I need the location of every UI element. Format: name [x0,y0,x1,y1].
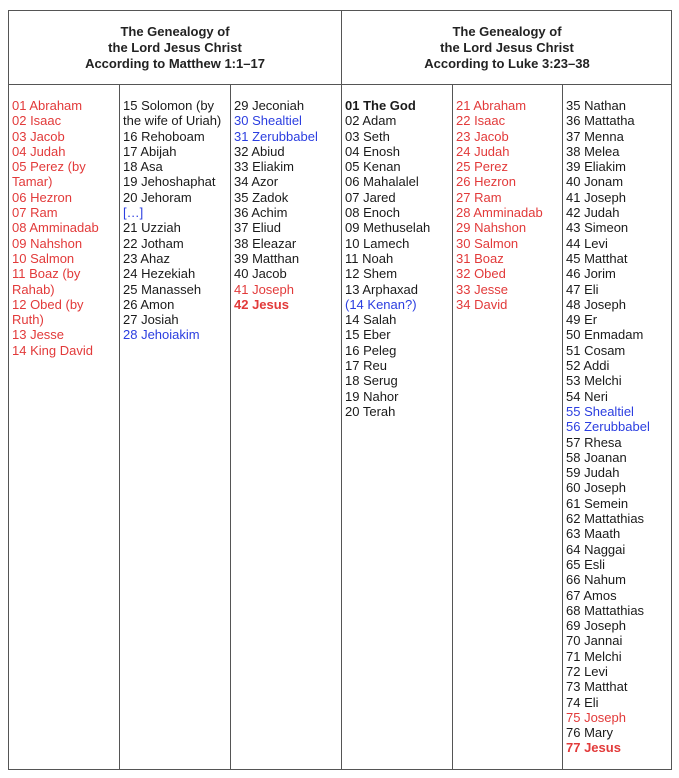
luke-header-line-3: According to Luke 3:23–38 [424,55,590,71]
genealogy-entry: 26 Hezron [456,174,516,190]
matthew-col-divider-2 [230,84,231,769]
genealogy-entry: 08 Enoch [345,205,400,221]
genealogy-entry: 09 Nahshon [12,235,83,251]
genealogy-entry: 02 Adam [345,113,397,129]
genealogy-entry: 11 Noah [345,250,394,266]
genealogy-entry: (14 Kenan?) [345,296,417,312]
genealogy-entry: 70 Jannai [566,633,623,649]
genealogy-entry: 03 Jacob [12,128,65,144]
genealogy-entry: 65 Esli [566,556,606,572]
genealogy-entry: 39 Eliakim [566,159,626,175]
luke-column-1 [345,98,451,419]
genealogy-entry: 44 Levi [566,235,608,251]
genealogy-entry: 42 Jesus [234,296,289,312]
genealogy-entry: 17 Abijah [123,143,177,159]
luke-header-line-1: The Genealogy of [452,23,562,39]
header-divider [9,84,671,85]
genealogy-entry: 19 Nahor [345,388,399,404]
genealogy-entry: 09 Methuselah [345,220,431,236]
genealogy-entry: 45 Matthat [566,250,628,266]
genealogy-entry: 74 Eli [566,694,599,710]
genealogy-entry: 35 Zadok [234,189,289,205]
genealogy-entry: 33 Eliakim [234,159,294,175]
luke-col-divider-1 [452,84,453,769]
genealogy-entry: 27 Ram [456,189,502,205]
genealogy-entry: 04 Judah [12,143,66,159]
genealogy-entry: 22 Jotham [123,235,184,251]
genealogy-entry: 06 Hezron [12,189,72,205]
genealogy-entry: 21 Uzziah [123,220,181,236]
genealogy-entry: 40 Jacob [234,266,287,282]
genealogy-entry: 13 Arphaxad [345,281,419,297]
genealogy-entry: 06 Mahalalel [345,174,419,190]
genealogy-entry: 29 Nahshon [456,220,527,236]
genealogy-entry: 28 Jehoiakim [123,327,200,343]
genealogy-entry: 14 King David [12,342,93,358]
genealogy-entry: 18 Asa [123,159,163,175]
genealogy-entry: 34 Azor [234,174,279,190]
luke-header-line-2: the Lord Jesus Christ [440,39,574,55]
matthew-column-3 [234,98,340,312]
genealogy-entry: 68 Mattathias [566,602,645,618]
luke-column-3 [566,98,672,756]
genealogy-entry: 07 Jared [345,189,396,205]
genealogy-entry: 12 Obed (by Ruth) [12,296,84,328]
genealogy-entry: 27 Josiah [123,312,179,328]
matthew-column-1 [12,98,118,358]
genealogy-entry: 75 Joseph [566,709,626,725]
genealogy-entry: 53 Melchi [566,373,622,389]
genealogy-entry: 46 Jorim [566,266,616,282]
matthew-header-line-1: The Genealogy of [120,23,230,39]
matthew-column-2 [123,98,229,343]
genealogy-entry: 34 David [456,296,508,312]
genealogy-entry: 35 Nathan [566,98,626,113]
genealogy-entry: 03 Seth [345,128,390,144]
genealogy-entry: 08 Amminadab [12,220,99,236]
genealogy-entry: 38 Eleazar [234,235,297,251]
genealogy-entry: 49 Er [566,312,598,328]
genealogy-entry: […] [123,205,144,221]
genealogy-entry: 26 Amon [123,296,175,312]
genealogy-entry: 17 Reu [345,358,387,374]
genealogy-entry: 18 Serug [345,373,398,389]
genealogy-entry: 50 Enmadam [566,327,644,343]
genealogy-entry: 67 Amos [566,587,617,603]
genealogy-entry: 60 Joseph [566,480,626,496]
genealogy-entry: 11 Boaz (by Rahab) [12,266,81,297]
genealogy-entry: 40 Jonam [566,174,624,190]
genealogy-entry: 25 Manasseh [123,281,202,297]
genealogy-entry: 04 Enosh [345,143,400,159]
genealogy-entry: 15 Solomon (by the wife of Uriah) [123,98,222,129]
genealogy-entry: 51 Cosam [566,342,626,358]
genealogy-entry: 19 Jehoshaphat [123,174,216,190]
genealogy-entry: 31 Zerubbabel [234,128,318,144]
genealogy-entry: 36 Achim [234,205,288,221]
matthew-header-line-3: According to Matthew 1:1–17 [85,55,265,71]
genealogy-entry: 24 Hezekiah [123,266,196,282]
genealogy-entry: 41 Joseph [566,189,626,205]
genealogy-entry: 72 Levi [566,663,608,679]
genealogy-entry: 42 Judah [566,205,620,221]
genealogy-entry: 56 Zerubbabel [566,419,650,435]
genealogy-entry: 10 Lamech [345,235,410,251]
genealogy-entry: 05 Kenan [345,159,401,175]
genealogy-entry: 55 Shealtiel [566,403,634,419]
genealogy-entry: 21 Abraham [456,98,527,113]
genealogy-entry: 10 Salmon [12,250,75,266]
genealogy-entry: 37 Eliud [234,220,281,236]
genealogy-entry: 66 Nahum [566,572,626,588]
genealogy-entry: 61 Semein [566,495,629,511]
genealogy-entry: 15 Eber [345,327,391,343]
genealogy-entry: 24 Judah [456,143,510,159]
genealogy-entry: 59 Judah [566,465,620,481]
genealogy-entry: 01 The God [345,98,416,113]
luke-col-divider-2 [562,84,563,769]
genealogy-entry: 38 Melea [566,143,620,159]
gospel-divider [341,11,342,769]
matthew-header [9,11,341,84]
genealogy-entry: 76 Mary [566,725,613,741]
genealogy-entry: 32 Obed [456,266,506,282]
genealogy-entry: 02 Isaac [12,113,62,129]
genealogy-entry: 14 Salah [345,312,397,328]
genealogy-entry: 71 Melchi [566,648,622,664]
matthew-col-divider-1 [119,84,120,769]
luke-column-2 [456,98,561,312]
genealogy-table [8,10,672,770]
genealogy-entry: 39 Matthan [234,250,300,266]
genealogy-entry: 54 Neri [566,388,608,404]
genealogy-entry: 25 Perez [456,159,509,175]
genealogy-entry: 28 Amminadab [456,205,543,221]
genealogy-entry: 69 Joseph [566,618,626,634]
genealogy-entry: 43 Simeon [566,220,629,236]
genealogy-entry: 57 Rhesa [566,434,622,450]
genealogy-entry: 05 Perez (by Tamar) [12,159,86,190]
genealogy-entry: 23 Ahaz [123,250,170,266]
genealogy-entry: 36 Mattatha [566,113,635,129]
genealogy-entry: 29 Jeconiah [234,98,305,113]
genealogy-entry: 33 Jesse [456,281,509,297]
genealogy-entry: 23 Jacob [456,128,509,144]
genealogy-entry: 32 Abiud [234,143,285,159]
genealogy-entry: 48 Joseph [566,296,626,312]
genealogy-entry: 58 Joanan [566,449,627,465]
matthew-header-line-2: the Lord Jesus Christ [108,39,242,55]
genealogy-entry: 52 Addi [566,358,610,374]
genealogy-entry: 31 Boaz [456,250,504,266]
genealogy-entry: 20 Jehoram [123,189,192,205]
genealogy-entry: 30 Shealtiel [234,113,302,129]
luke-header [341,11,673,84]
genealogy-entry: 47 Eli [566,281,599,297]
genealogy-entry: 01 Abraham [12,98,83,113]
genealogy-entry: 77 Jesus [566,740,621,756]
genealogy-entry: 73 Matthat [566,679,628,695]
genealogy-entry: 07 Ram [12,205,58,221]
genealogy-entry: 41 Joseph [234,281,294,297]
genealogy-entry: 62 Mattathias [566,511,645,527]
genealogy-entry: 16 Peleg [345,342,397,358]
genealogy-entry: 64 Naggai [566,541,626,557]
genealogy-entry: 13 Jesse [12,327,65,343]
genealogy-entry: 20 Terah [345,403,396,419]
genealogy-entry: 63 Maath [566,526,621,542]
genealogy-entry: 12 Shem [345,266,398,282]
genealogy-entry: 37 Menna [566,128,624,144]
genealogy-entry: 22 Isaac [456,113,506,129]
genealogy-entry: 16 Rehoboam [123,128,205,144]
genealogy-entry: 30 Salmon [456,235,519,251]
